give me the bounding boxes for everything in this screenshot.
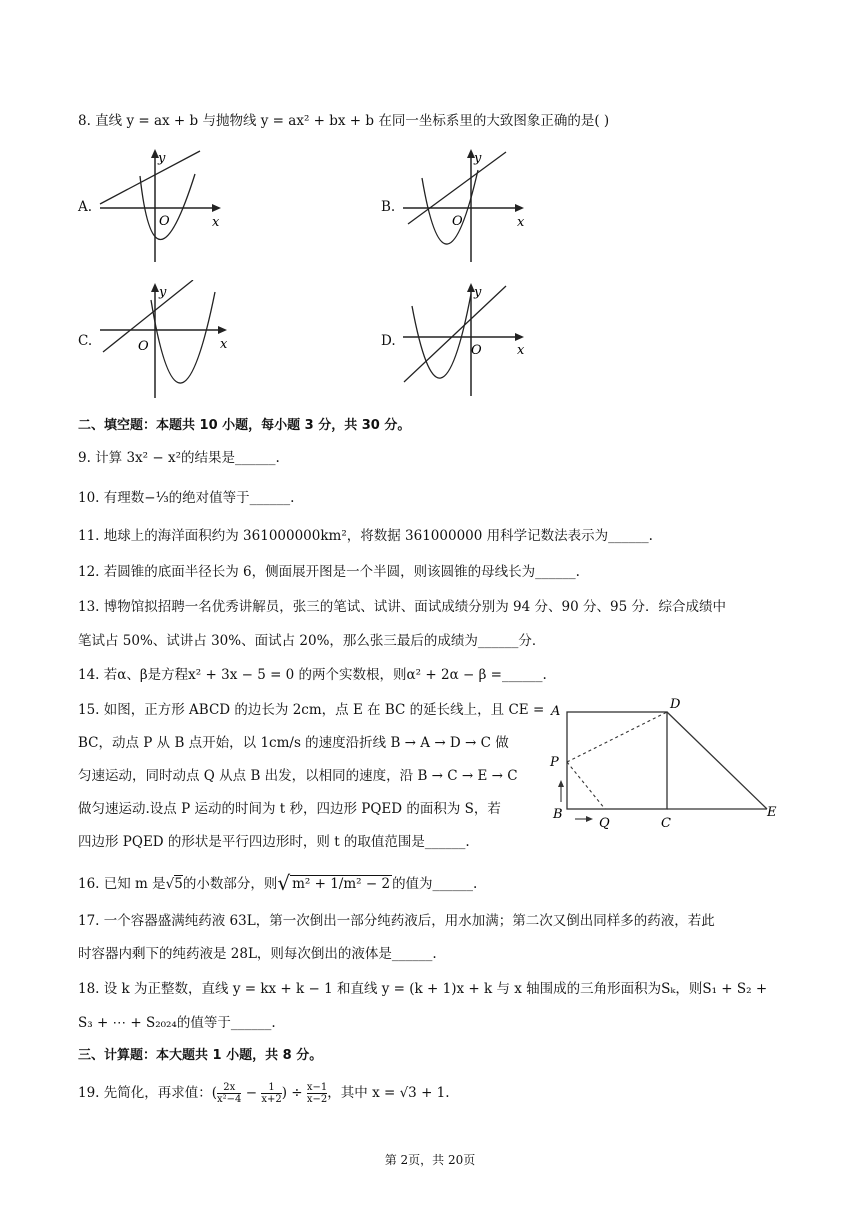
q18-line1: 18. 设 k 为正整数，直线 y = kx + k − 1 和直线 y = (k + 1)x + k 与 x 轴围成的三角形面积为Sₖ，则S₁ + S₂ +: [78, 981, 768, 997]
q17-line1: 17. 一个容器盛满纯药液 63L，第一次倒出一部分纯药液后，用水加满；第二次又倒出同样多的药液，若此: [78, 913, 715, 929]
option-d-graph: [398, 280, 533, 400]
fig-label-c: C: [661, 816, 671, 830]
option-d-axis-x: x: [517, 343, 525, 358]
q13-line2: 笔试占 50%、试讲占 30%、面试占 20%，那么张三最后的成绩为______分．: [78, 633, 546, 649]
option-c-axis-y: y: [159, 285, 167, 300]
option-c-axis-x: x: [220, 337, 228, 352]
fig-label-e: E: [767, 805, 777, 820]
q15-line2: BC，动点 P 从 B 点开始，以 1cm/s 的速度沿折线 B → A → D → C 做: [78, 735, 509, 751]
fig-label-p: P: [550, 755, 559, 770]
section-heading-calc: 三、计算题：本大题共 1 小题，共 8 分。: [78, 1048, 323, 1063]
q13-line1: 13. 博物馆拟招聘一名优秀讲解员，张三的笔试、试讲、面试成绩分别为 94 分、90 分、95 分．综合成绩中: [78, 599, 726, 615]
option-d-axis-y: y: [474, 285, 482, 300]
option-a-label[interactable]: A.: [78, 199, 93, 215]
q15-line1: 15. 如图，正方形 ABCD 的边长为 2cm，点 E 在 BC 的延长线上，且 CE =: [78, 702, 545, 718]
q17-line2: 时容器内剩下的纯药液是 28L，则每次倒出的液体是______.: [78, 946, 437, 962]
option-b-graph: [398, 146, 533, 266]
section-heading-fill-in: 二、填空题：本题共 10 小题，每小题 3 分，共 30 分。: [78, 418, 411, 433]
q19: 19. 先简化，再求值：( $\frac{2x}{\text{x²−4}}$ − $\frac{1}{x+2}$ ) ÷ $\frac{x-1}{x-2}$ ，其中 x = √3 + 1.: [78, 1082, 450, 1105]
page-footer: 第 2页，共 20页: [384, 1153, 476, 1167]
option-a-graph: [95, 146, 230, 266]
q15-line3: 匀速运动，同时动点 Q 从点 B 出发，以相同的速度，沿 B → C → E → C: [78, 768, 518, 784]
q12: 12. 若圆锥的底面半径长为 6，侧面展开图是一个半圆，则该圆锥的母线长为______.: [78, 564, 580, 580]
q15-line4: 做匀速运动.设点 P 运动的时间为 t 秒，四边形 PQED 的面积为 S，若: [78, 801, 501, 817]
q18-line2: S₃ + ⋯ + S₂₀₂₄的值等于______.: [78, 1015, 276, 1031]
option-c-label[interactable]: C.: [78, 333, 93, 349]
option-a-axis-y: y: [158, 151, 166, 166]
fig-label-q: Q: [599, 816, 610, 830]
q14: 14. 若α、β是方程x² + 3x − 5 = 0 的两个实数根，则α² + 2α − β =______.: [78, 667, 547, 683]
option-a-origin: O: [159, 214, 170, 229]
option-d-label[interactable]: D.: [381, 333, 396, 349]
q15-figure: [545, 694, 785, 830]
option-a-axis-x: x: [212, 215, 220, 230]
option-c-origin: O: [138, 339, 149, 354]
q10: 10. 有理数−⅓的绝对值等于______.: [78, 490, 295, 506]
option-b-axis-y: y: [474, 151, 482, 166]
q16: 16. 已知 m 是√5的小数部分，则√ m² + 1/m² − 2 的值为______.: [78, 871, 478, 895]
q9: 9. 计算 3x² − x²的结果是______.: [78, 450, 280, 466]
fig-label-a: A: [551, 704, 561, 719]
option-d-origin: O: [471, 343, 482, 358]
option-b-label[interactable]: B.: [381, 199, 396, 215]
q8-stem: 8. 直线 y = ax + b 与抛物线 y = ax² + bx + b 在同一坐标系里的大致图象正确的是( ): [78, 113, 610, 129]
fig-label-b: B: [553, 807, 563, 822]
option-b-axis-x: x: [517, 215, 525, 230]
q15-line5: 四边形 PQED 的形状是平行四边形时，则 t 的取值范围是______.: [78, 834, 470, 850]
option-c-graph: [95, 280, 235, 400]
q11: 11. 地球上的海洋面积约为 361000000km²，将数据 361000000 用科学记数法表示为______.: [78, 528, 653, 544]
fig-label-d: D: [670, 697, 681, 712]
option-b-origin: O: [452, 214, 463, 229]
